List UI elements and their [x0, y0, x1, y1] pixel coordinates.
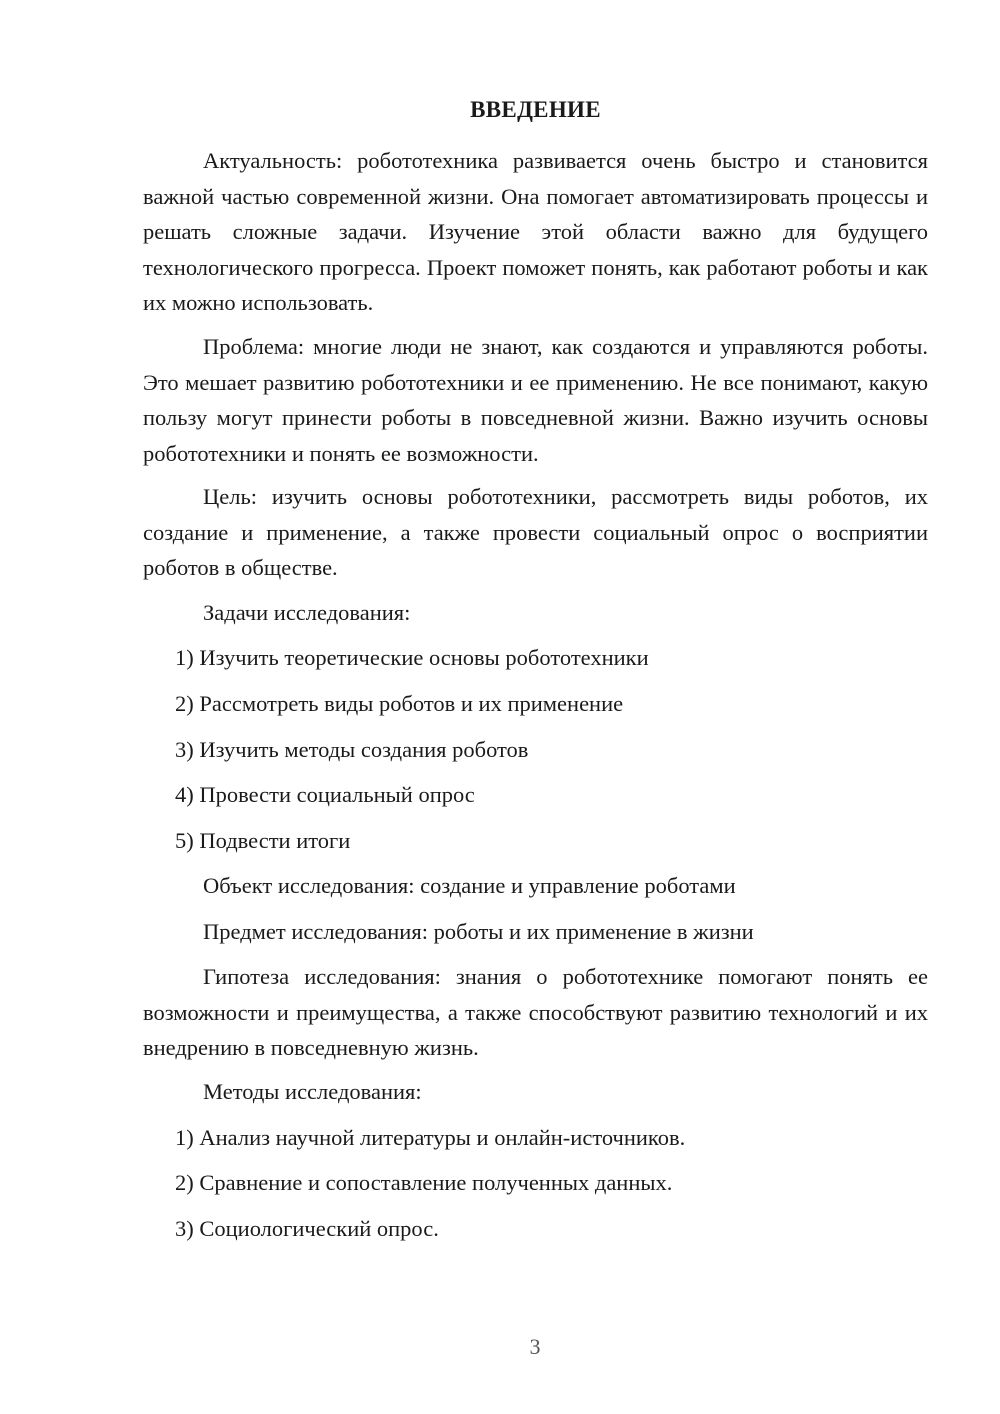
- page-number: 3: [529, 1334, 541, 1359]
- method-item: 2) Сравнение и сопоставление полученных данных.: [175, 1170, 673, 1195]
- problem-paragraph: Проблема: многие люди не знают, как создаются и управляются роботы. Это мешает развитию робототехники и ее применению. Не все понимают, какую пользу могут принести роботы в повседневной жизни. Важно изучить основы робототехники и понять ее возможности.: [143, 334, 928, 466]
- research-subject: Предмет исследования: роботы и их применение в жизни: [203, 919, 754, 944]
- task-item: 1) Изучить теоретические основы робототехники: [175, 645, 649, 670]
- task-item: 5) Подвести итоги: [175, 828, 351, 853]
- task-item: 4) Провести социальный опрос: [175, 782, 475, 807]
- tasks-heading: Задачи исследования:: [203, 600, 411, 625]
- methods-heading: Методы исследования:: [203, 1079, 422, 1104]
- task-item: 2) Рассмотреть виды роботов и их применение: [175, 691, 624, 716]
- page-title: ВВЕДЕНИЕ: [470, 97, 601, 122]
- task-item: 3) Изучить методы создания роботов: [175, 737, 529, 762]
- goal-paragraph: Цель: изучить основы робототехники, рассмотреть виды роботов, их создание и применение, а также провести социальный опрос о восприятии роботов в обществе.: [143, 484, 928, 580]
- research-object: Объект исследования: создание и управление роботами: [203, 873, 736, 898]
- relevance-paragraph: Актуальность: робототехника развивается очень быстро и становится важной частью современной жизни. Она помогает автоматизировать процессы и решать сложные задачи. Изучение этой области важно для будущего технологического прогресса. Проект поможет понять, как работают роботы и как их можно использовать.: [143, 148, 928, 315]
- method-item: 3) Социологический опрос.: [175, 1216, 439, 1241]
- method-item: 1) Анализ научной литературы и онлайн-источников.: [175, 1125, 686, 1150]
- hypothesis-paragraph: Гипотеза исследования: знания о робототехнике помогают понять ее возможности и преимущества, а также способствуют развитию технологий и их внедрению в повседневную жизнь.: [143, 964, 928, 1060]
